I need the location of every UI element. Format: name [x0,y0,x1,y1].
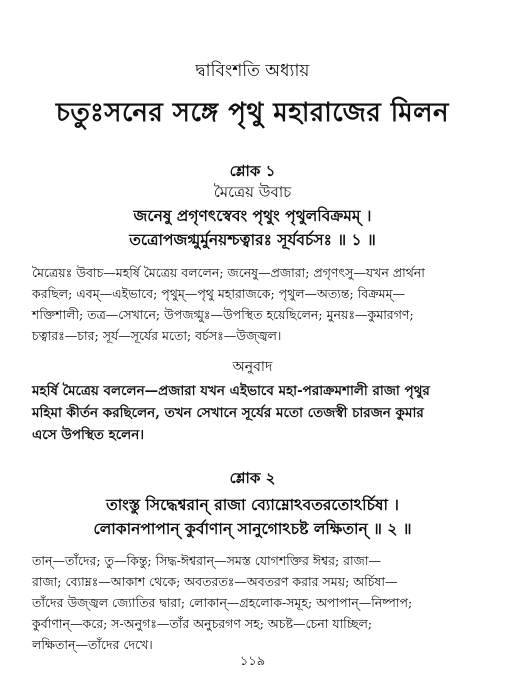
synonym-line: করছিল; এবম্—এইভাবে; পৃথুম্—পৃথু মহারাজকে; পৃথুল—অত্যন্ত; বিক্রমম্— [32,286,406,301]
synonym-line: কুর্বাণান্—করে; স-অনুগঃ—তাঁর অনুচরগণ সহ; অচষ্ট—চেনা যাচ্ছিল; [32,616,373,631]
translation-line: মহর্ষি মৈত্রেয় বললেন—প্রজারা যখন এইভাবে মহা-পরাক্রমশালী রাজা পৃথুর [32,383,430,399]
translation-line: এসে উপস্থিত হলেন। [32,427,145,443]
translation-heading: অনুবাদ [232,359,273,375]
verse-2-synonyms [32,550,478,655]
verse-1-line-2: তত্রোপজগ্মুর্মুনয়শ্চত্বারঃ সূর্যবর্চসঃ ॥ ১ ॥ [129,230,376,249]
synonym-line: লক্ষিতান্—তাঁদের দেখে। [32,637,153,652]
synonym-line: রাজা; ব্যোম্নঃ—আকাশ থেকে; অবতরতঃ—অবতরণ করার সময়; অর্চিষা— [32,574,398,589]
page-number: ১১৯ [239,654,266,669]
verse-2-line-2: লোকানপাপান্ কুর্বাণান্ সানুগোঽচষ্ট লক্ষিতান্ ॥ ২ ॥ [93,519,412,538]
verse-2-line-1: তাংস্তু সিদ্ধেশ্বরান্ রাজা ব্যোম্নোঽবতরতোঽর্চিষা । [106,495,399,514]
verse-2-heading: শ্লোক ২ [229,469,276,487]
synonym-line: শক্তিশালী; তত্র—সেখানে; উপজগ্মুঃ—উপস্থিত হয়েছিলেন; মুনয়ঃ—কুমারগণ; [32,307,414,322]
synonym-line: চত্বারঃ—চার; সূর্য—সূর্যের মতো; বর্চসঃ—উজ্জ্বল। [32,328,282,343]
synonym-line: তান্—তাঁদের; তু—কিন্তু; সিদ্ধ-ঈশ্বরান্—সমস্ত যোগশক্তির ঈশ্বর; রাজা— [32,553,381,568]
verse-1-speaker: মৈত্রেয় উবাচ [213,183,292,201]
chapter-title: চতুঃসনের সঙ্গে পৃথু মহারাজের মিলন [55,98,450,128]
verse-1-translation [32,380,478,446]
verse-1-synonyms [32,262,478,346]
verse-1-heading: শ্লোক ১ [229,162,276,180]
chapter-heading: দ্বাবিংশতি অধ্যায় [195,61,310,81]
translation-line: মহিমা কীর্তন করছিলেন, তখন সেখানে সূর্যের মতো তেজস্বী চারজন কুমার [32,405,424,421]
synonym-line: মৈত্রেয়ঃ উবাচ—মহর্ষি মৈত্রেয় বললেন; জনেষু—প্রজারা; প্রগৃণৎসু—যখন প্রার্থনা [32,265,425,280]
verse-1-line-1: জনেষু প্রগৃণৎস্বেবং পৃথুং পৃথুলবিক্রমম্ । [133,206,372,225]
synonym-line: তাঁদের উজ্জ্বল জ্যোতির দ্বারা; লোকান্—গ্রহলোক-সমূহ; অপাপান্—নিষ্পাপ; [32,595,413,610]
